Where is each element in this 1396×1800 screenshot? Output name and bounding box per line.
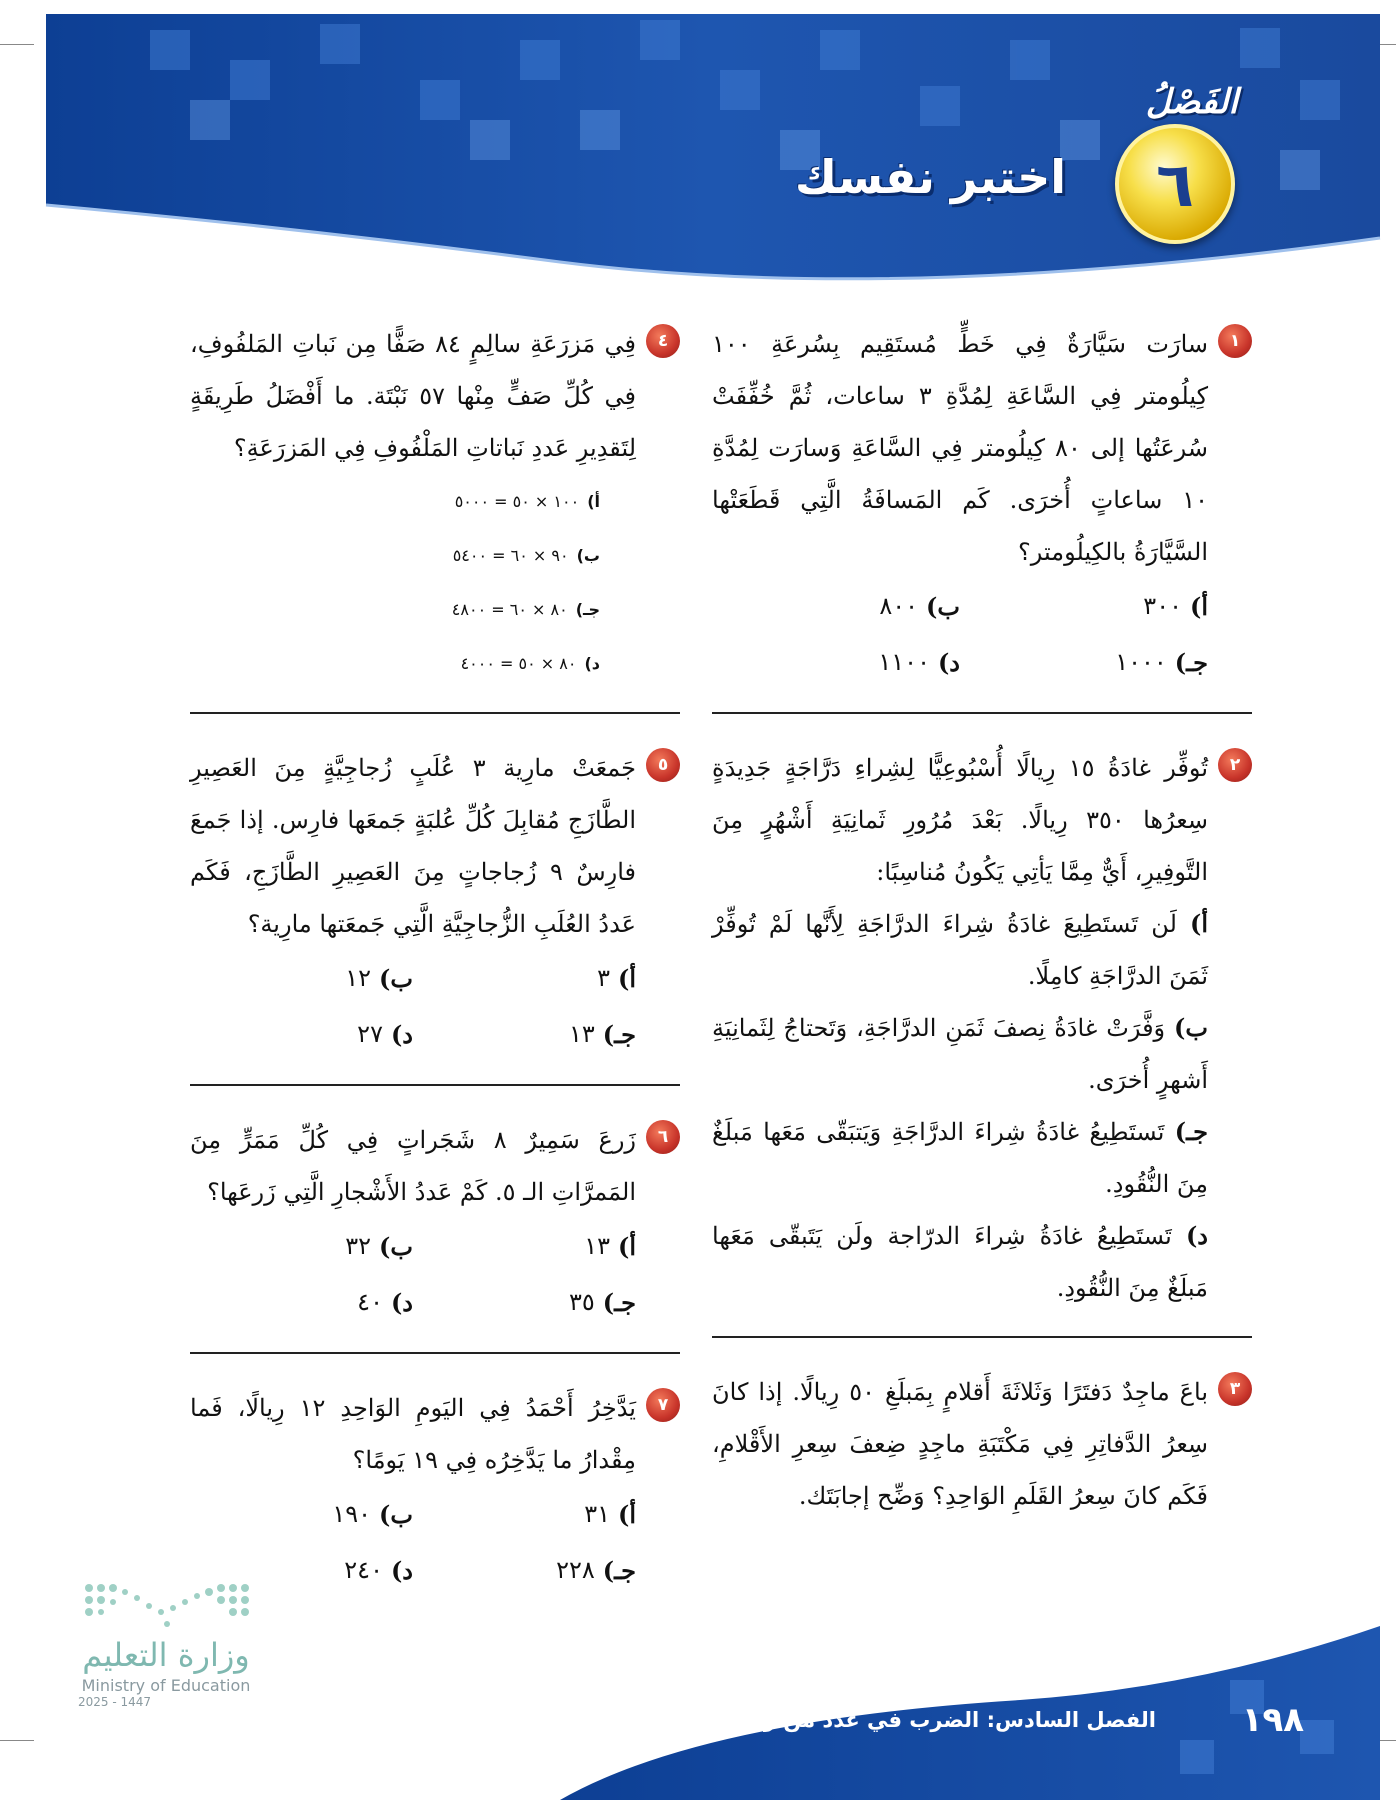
choice-c[interactable]: جـ) تَستَطِيعُ غادَةُ شِراءَ الدرَّاجَةِ وَيَتبَقّى مَعَها مَبلَغٌ مِنَ النُّقُودِ.: [712, 1117, 1208, 1198]
question-number: ٦: [646, 1120, 680, 1154]
footer-banner: [0, 1620, 1396, 1800]
question-number: ١: [1218, 324, 1252, 358]
question-text: زَرعَ سَمِيرٌ ٨ شَجَراتٍ فِي كُلِّ مَمَرٍّ مِنَ المَمرَّاتِ الـ ٥. كَمْ عَددُ الأَشْجارِ الَّتِي زَرعَها؟: [190, 1126, 636, 1206]
choice-d[interactable]: د) ٨٠ × ٥٠ = ٤٠٠٠: [460, 653, 600, 673]
choice-b[interactable]: ب) ١٢: [345, 963, 413, 993]
choice-d[interactable]: د) ٢٧: [357, 1019, 413, 1049]
chapter-label-title: الفصل السادس:: [986, 1708, 1156, 1732]
divider: [712, 1336, 1252, 1338]
logo-english: Ministry of Education: [81, 1676, 251, 1695]
question-text: فِي مَزرَعَةِ سالِمٍ ٨٤ صَفًّا مِن نَباتِ المَلفُوفِ، فِي كُلِّ صَفٍّ مِنْها ٥٧ نَبْتَة. ما أَفْضَلُ طَرِيقَةٍ لِتَقدِيرِ عَددِ نَباتاتِ المَلْفُوفِ فِي المَزرَعَةِ؟: [190, 330, 636, 462]
choice-b[interactable]: ب) وَفَّرَتْ غادَةُ نِصفَ ثَمَنِ الدرَّاجَةِ، وَتَحتاجُ لِثَمانِيَةِ أَشهرٍ أُخرَى.: [712, 1013, 1208, 1094]
choice-b[interactable]: ب) ٩٠ × ٦٠ = ٥٤٠٠: [452, 545, 600, 565]
choice-c[interactable]: جـ) ٨٠ × ٦٠ = ٤٨٠٠: [451, 599, 600, 619]
question-1: [712, 318, 1252, 690]
choice-d[interactable]: د) ٢٤٠: [344, 1555, 413, 1585]
choice-c[interactable]: جـ) ٢٢٨: [556, 1555, 636, 1585]
question-number: ٥: [646, 748, 680, 782]
page-footer: [0, 1620, 1396, 1800]
answer-choices: [190, 474, 636, 690]
choice-c[interactable]: جـ) ١٣: [568, 1019, 636, 1049]
question-4: [190, 318, 680, 690]
divider: [712, 712, 1252, 714]
left-column: [190, 318, 680, 1598]
divider: [190, 712, 680, 714]
answer-choices: [190, 950, 636, 1062]
choice-a[interactable]: أ) ١٠٠ × ٥٠ = ٥٠٠٠: [454, 491, 600, 511]
page-number: ١٩٨: [1241, 1700, 1304, 1740]
question-6: [190, 1114, 680, 1330]
chapter-label-subtitle: الضرب في عدد من رقمين: [708, 1708, 980, 1732]
logo-arabic: وزارة التعليم: [82, 1636, 250, 1674]
chapter-header: [0, 0, 1396, 300]
divider: [190, 1352, 680, 1354]
question-text: سارَت سَيَّارَةٌ فِي خَطٍّ مُستَقِيم بِسُرعَةِ ١٠٠ كِيلُومتر فِي السَّاعَةِ لِمُدَّةِ ٣ ساعات، ثُمَّ خُفِّفَتْ سُرعَتُها إلى ٨٠ كِيلُومتر فِي السَّاعَةِ وَسارَت لِمُدَّةِ ١٠ ساعاتٍ أُخرَى. كَم المَسافَةُ الَّتِي قَطَعَتْها السَّيَّارَةُ بالكِيلُومتر؟: [712, 330, 1209, 566]
choice-b[interactable]: ب) ١٩٠: [332, 1499, 413, 1529]
right-column: [712, 318, 1252, 1522]
question-number: ٣: [1218, 1372, 1252, 1406]
choice-c[interactable]: جـ) ١٠٠٠: [1115, 647, 1208, 677]
question-number: ٢: [1218, 748, 1252, 782]
choice-a[interactable]: أ) لَن تَستَطِيعَ غادَةُ شِراءَ الدرَّاجَةِ لِأَنَّها لَمْ تُوفِّرْ ثَمَنَ الدرَّاجَةِ كامِلًا.: [712, 909, 1208, 990]
question-3: [712, 1366, 1252, 1522]
answer-choices: [712, 578, 1208, 690]
choice-a[interactable]: أ) ٣: [597, 963, 636, 993]
choice-b[interactable]: ب) ٨٠٠: [879, 591, 960, 621]
question-text: جَمعَتْ مارِية ٣ عُلَبٍ زُجاجِيَّةٍ مِنَ العَصِيرِ الطَّازَجِ مُقابِلَ كُلِّ عُلبَةٍ جَمعَها فارِس. إذا جَمعَ فارِسٌ ٩ زُجاجاتٍ مِنَ العَصِيرِ الطَّازَجِ، فَكَم عَددُ العُلَبِ الزُّجاجِيَّةِ الَّتِي جَمعَتها مارِية؟: [190, 754, 636, 938]
choice-a[interactable]: أ) ٣٠٠: [1143, 591, 1208, 621]
answer-choices: [190, 1218, 636, 1330]
question-2: [712, 742, 1252, 1314]
divider: [190, 1084, 680, 1086]
question-text: باعَ ماجِدٌ دَفتَرًا وَثَلاثَةَ أَقلامٍ بِمَبلَغِ ٥٠ رِيالًا. إذا كانَ سِعرُ الدَّفاتِرِ فِي مَكْتَبَةِ ماجِدٍ ضِعفَ سِعرِ الأَقْلامِ، فَكَم كانَ سِعرُ القَلَمِ الوَاحِدِ؟ وَضِّح إجابَتَك.: [712, 1378, 1208, 1510]
choice-c[interactable]: جـ) ٣٥: [568, 1287, 636, 1317]
question-number: ٧: [646, 1388, 680, 1422]
chapter-word: الفَصْلُ: [1145, 82, 1238, 122]
logo-year: 2025 - 1447: [78, 1695, 152, 1709]
choice-d[interactable]: د) ١١٠٠: [878, 647, 960, 677]
question-7: [190, 1382, 680, 1598]
chapter-number-badge: ٦: [1115, 124, 1235, 244]
page-title: اختبر نفسك: [794, 150, 1066, 204]
choice-b[interactable]: ب) ٣٢: [345, 1231, 413, 1261]
question-number: ٤: [646, 324, 680, 358]
choice-d[interactable]: د) تَستَطِيعُ غادَةُ شِراءَ الدرّاجة ولَن يَتَبقّى مَعَها مَبلَغٌ مِنَ النُّقُودِ.: [712, 1221, 1208, 1302]
question-5: [190, 742, 680, 1062]
answer-choices: [190, 1486, 636, 1598]
choice-d[interactable]: د) ٤٠: [357, 1287, 413, 1317]
question-text: تُوفِّر غادَةُ ١٥ رِيالًا أُسْبُوعِيًّا لِشِراءِ دَرَّاجَةٍ جَدِيدَةٍ سِعرُها ٣٥٠ رِيالًا. بَعْدَ مُرُورِ ثَمانِيَةِ أَشْهُرٍ مِنَ التَّوفِيرِ، أَيٌّ مِمَّا يَأتِي يَكُونُ مُناسِبًا:: [712, 754, 1208, 886]
footer-chapter-label: [709, 1708, 1156, 1732]
question-text: يَدَّخِرُ أَحْمَدُ فِي اليَومِ الوَاحِدِ ١٢ رِيالًا، فَما مِقْدارُ ما يَدَّخِرُه فِي ١٩ يَومًا؟: [190, 1394, 636, 1474]
choice-a[interactable]: أ) ٣١: [584, 1499, 636, 1529]
choice-a[interactable]: أ) ١٣: [584, 1231, 636, 1261]
